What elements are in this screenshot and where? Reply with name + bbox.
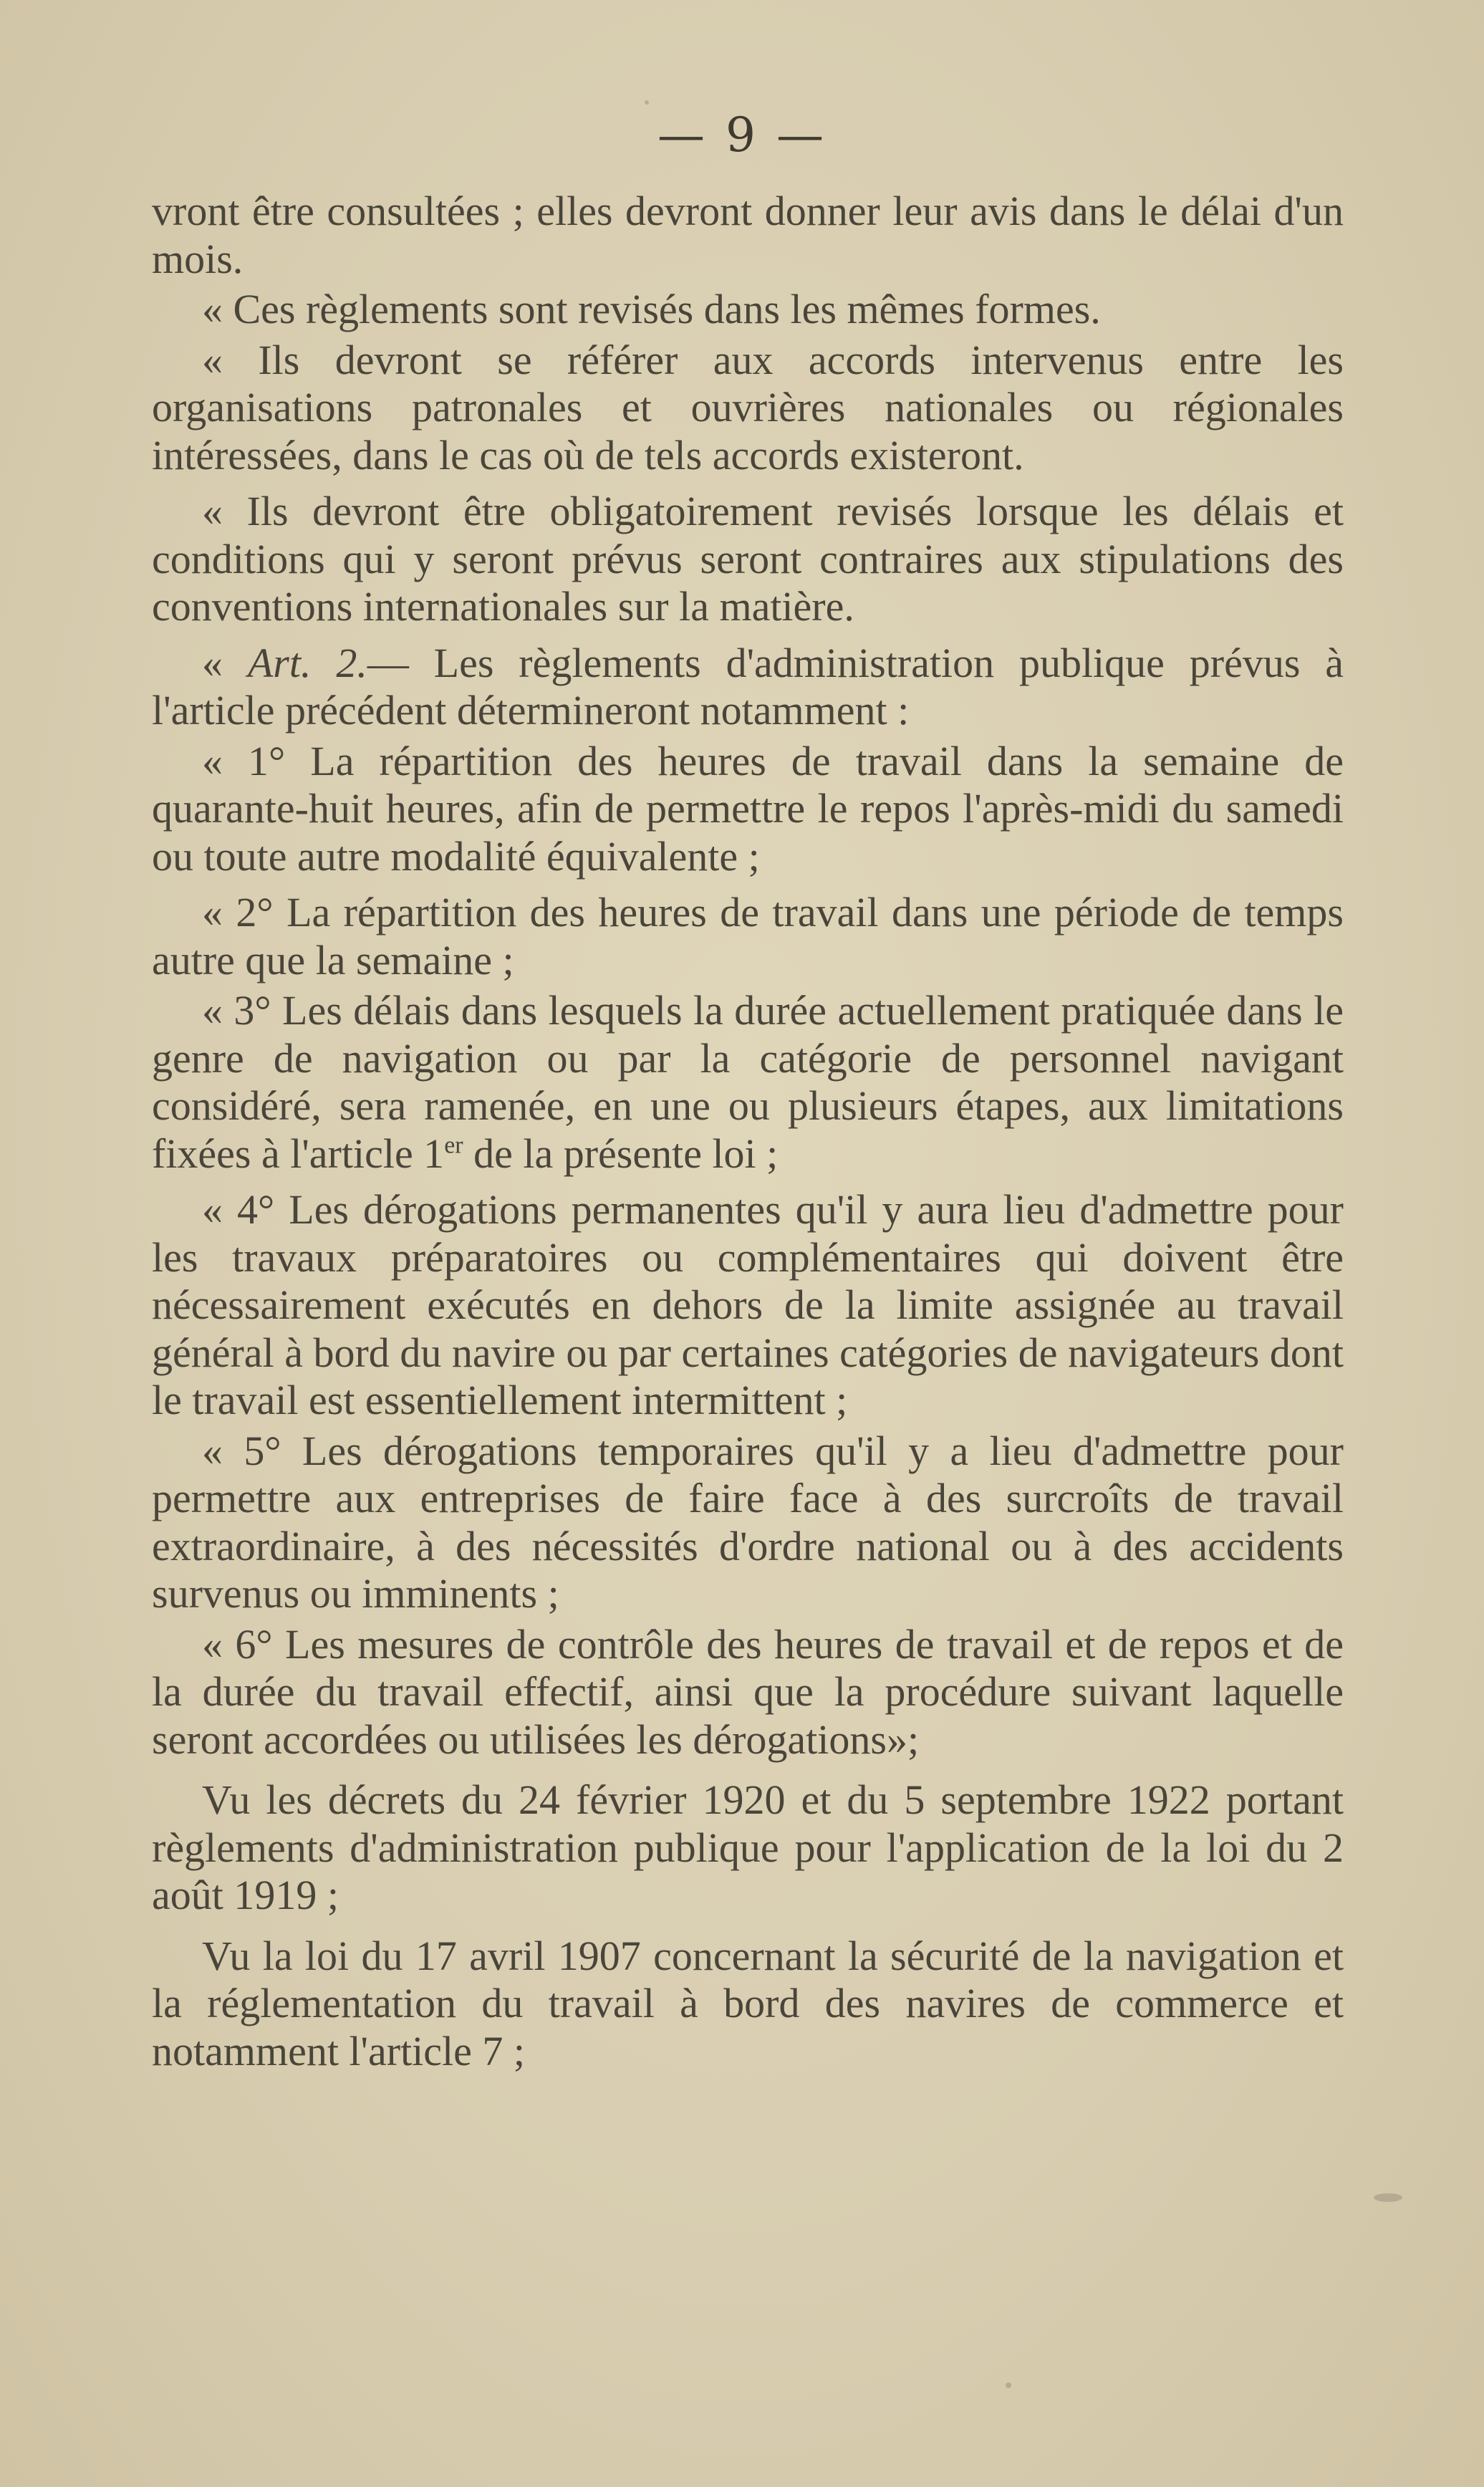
article-prefix: « (202, 639, 248, 686)
body-text (152, 188, 1344, 2075)
paragraph-8-text: « 3° Les délais dans lesquels la durée actuellement pratiquée dans le genre de navigation ou par la catégorie de personnel navigant considéré, sera ramenée, en une ou plusieurs étapes, aux limitations fixées à l'article 1 (152, 987, 1344, 1177)
paragraph-10: « 5° Les dérogations temporaires qu'il y a lieu d'admettre pour permettre aux entreprises de faire face à des surcroîts de travail extraordinaire, à des nécessités d'ordre national ou à des accidents survenus ou imminents ; (152, 1427, 1344, 1617)
paragraph-2: « Ces règlements sont revisés dans les mêmes formes. (202, 286, 1101, 332)
paper-speck (645, 100, 649, 105)
paper-speck (1374, 2193, 1402, 2202)
paragraph-13: Vu la loi du 17 avril 1907 concernant la sécurité de la navigation et la réglementation du travail à bord des navires de commerce et notamment l'article 7 ; (152, 1932, 1344, 2074)
paragraph-6: « 1° La répartition des heures de travail dans la semaine de quarante-huit heures, afin de permettre le repos l'après-midi du samedi ou toute autre modalité équivalente ; (152, 737, 1344, 880)
paragraph-8 (152, 987, 1344, 1178)
paragraph-3: « Ils devront se référer aux accords intervenus entre les organisations patronales et ouvrières nationales ou régionales intéressées, dans le cas où de tels accords existeront. (152, 336, 1344, 478)
paragraph-4: « Ils devront être obligatoirement revisés lorsque les délais et conditions qui y seront prévus seront contraires aux stipulations des conventions internationales sur la matière. (152, 488, 1344, 630)
article-label: Art. 2. (247, 639, 367, 686)
article-text: — Les règlements d'administration publique prévus à l'article précédent détermineront notamment : (152, 639, 1344, 733)
paragraph-7: « 2° La répartition des heures de travail dans une période de temps autre que la semaine ; (152, 889, 1344, 983)
paragraph-11: « 6° Les mesures de contrôle des heures de travail et de repos et de la durée du travail effectif, ainsi que la procédure suivant laquelle seront accordées ou utilisées les dérogations»; (152, 1620, 1344, 1763)
paragraph-1: vront être consultées ; elles devront donner leur avis dans le délai d'un mois. (152, 188, 1344, 282)
page-number: — 9 — (657, 107, 827, 163)
paragraph-9: « 4° Les dérogations permanentes qu'il y aura lieu d'admettre pour les travaux préparatoires ou complémentaires qui doivent être nécessairement exécutés en dehors de la limite assignée au travail général à bord du navire ou par certaines catégories de navigateurs dont le travail est essentiellement intermittent ; (152, 1186, 1344, 1423)
paragraph-5-article-2 (152, 640, 1344, 735)
paper-speck (1006, 2382, 1011, 2388)
paragraph-12: Vu les décrets du 24 février 1920 et du 5 septembre 1922 portant règlements d'administration publique pour l'application de la loi du 2 août 1919 ; (152, 1776, 1344, 1918)
paragraph-8-end: de la présente loi ; (463, 1130, 779, 1177)
superscript-er: er (444, 1132, 463, 1159)
